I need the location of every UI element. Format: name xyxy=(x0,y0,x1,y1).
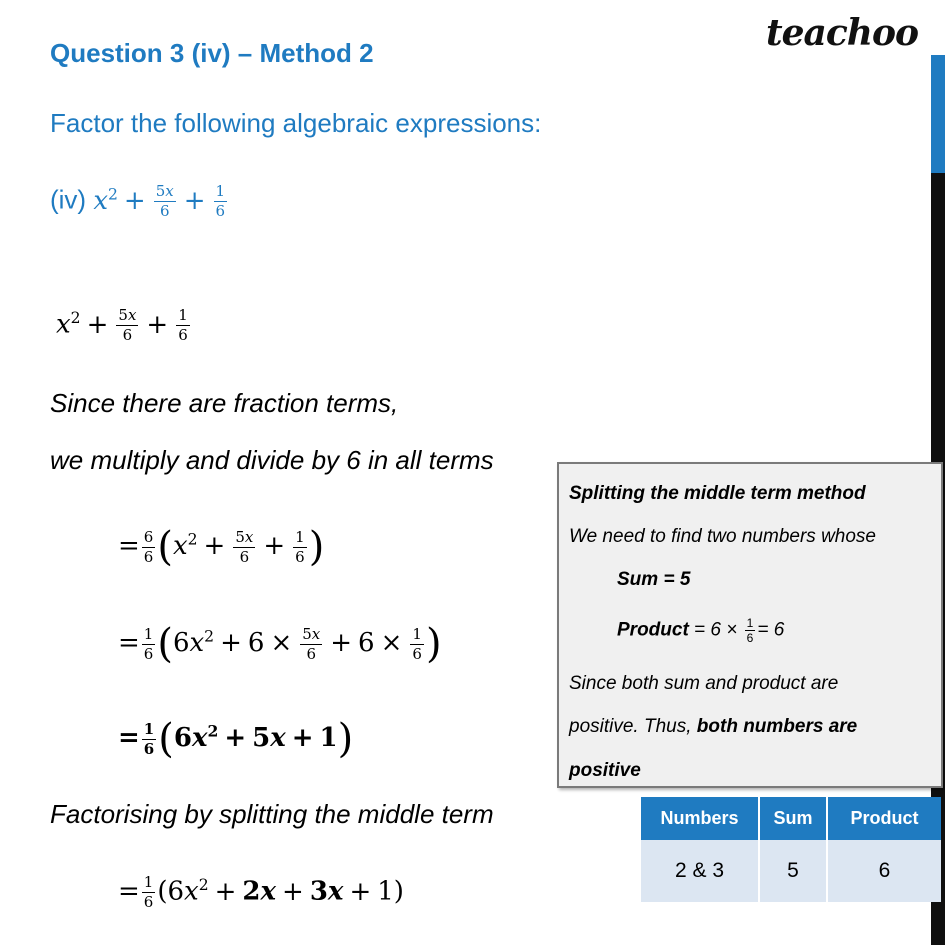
note-line-1: We need to find two numbers whose xyxy=(569,526,876,547)
question-prompt: Factor the following algebraic expressions: xyxy=(50,108,542,138)
solution-line-3: Factorising by splitting the middle term xyxy=(50,799,494,829)
question-expression xyxy=(50,182,229,221)
teachoo-logo: teachoo xyxy=(766,12,918,54)
table-header-sum: Sum xyxy=(759,797,827,840)
step-2: = $\frac{1}{6}$ ($6x^2 + 6$ × $\frac{5x}{6}$ + 6 × $\frac{1}{6}$ ) xyxy=(118,621,442,667)
note-line-3: positive. Thus, both numbers are xyxy=(569,716,858,737)
solution-line-1: Since there are fraction terms, xyxy=(50,388,399,418)
note-product: Product = 6 × $\frac{1}{6}$ = 6 xyxy=(617,616,785,645)
table-header-row xyxy=(641,797,941,840)
table-cell-product: 6 xyxy=(827,840,941,902)
factor-table xyxy=(641,797,941,902)
sidebar-strip-accent xyxy=(931,55,945,173)
table-cell-sum: 5 xyxy=(759,840,827,902)
note-line-4: positive xyxy=(569,760,641,781)
note-line-2: Since both sum and product are xyxy=(569,673,839,694)
question-math: $x^2$ + $\frac{5x}{6}$ + $\frac{1}{6}$ xyxy=(93,182,226,220)
note-heading: Splitting the middle term method xyxy=(569,483,866,504)
sidebar-strip-top xyxy=(931,0,945,55)
question-label: (iv) xyxy=(50,184,87,215)
expression-restated: $x^2$ + $\frac{5x}{6}$ + $\frac{1}{6}$ xyxy=(56,306,188,344)
solution-line-2: we multiply and divide by 6 in all terms xyxy=(50,445,494,475)
note-box xyxy=(557,462,943,788)
page-title: Question 3 (iv) – Method 2 xyxy=(50,38,374,68)
step-1: = $\frac{6}{6}$ ($x^2$ + $\frac{5x}{6}$ + $\frac{1}{6}$ ) xyxy=(118,524,325,570)
table-header-product: Product xyxy=(827,797,941,840)
table-row xyxy=(641,840,941,902)
step-3: = $\frac{1}{6}$ $(6x^2 + 5x + 1)$ xyxy=(118,716,354,762)
table-cell-numbers: 2 & 3 xyxy=(641,840,759,902)
table-header-numbers: Numbers xyxy=(641,797,759,840)
note-sum: Sum = 5 xyxy=(617,569,691,590)
step-4: = $\frac{1}{6}$ $(6x^2 + 2x + 3x + 1)$ xyxy=(118,873,404,911)
